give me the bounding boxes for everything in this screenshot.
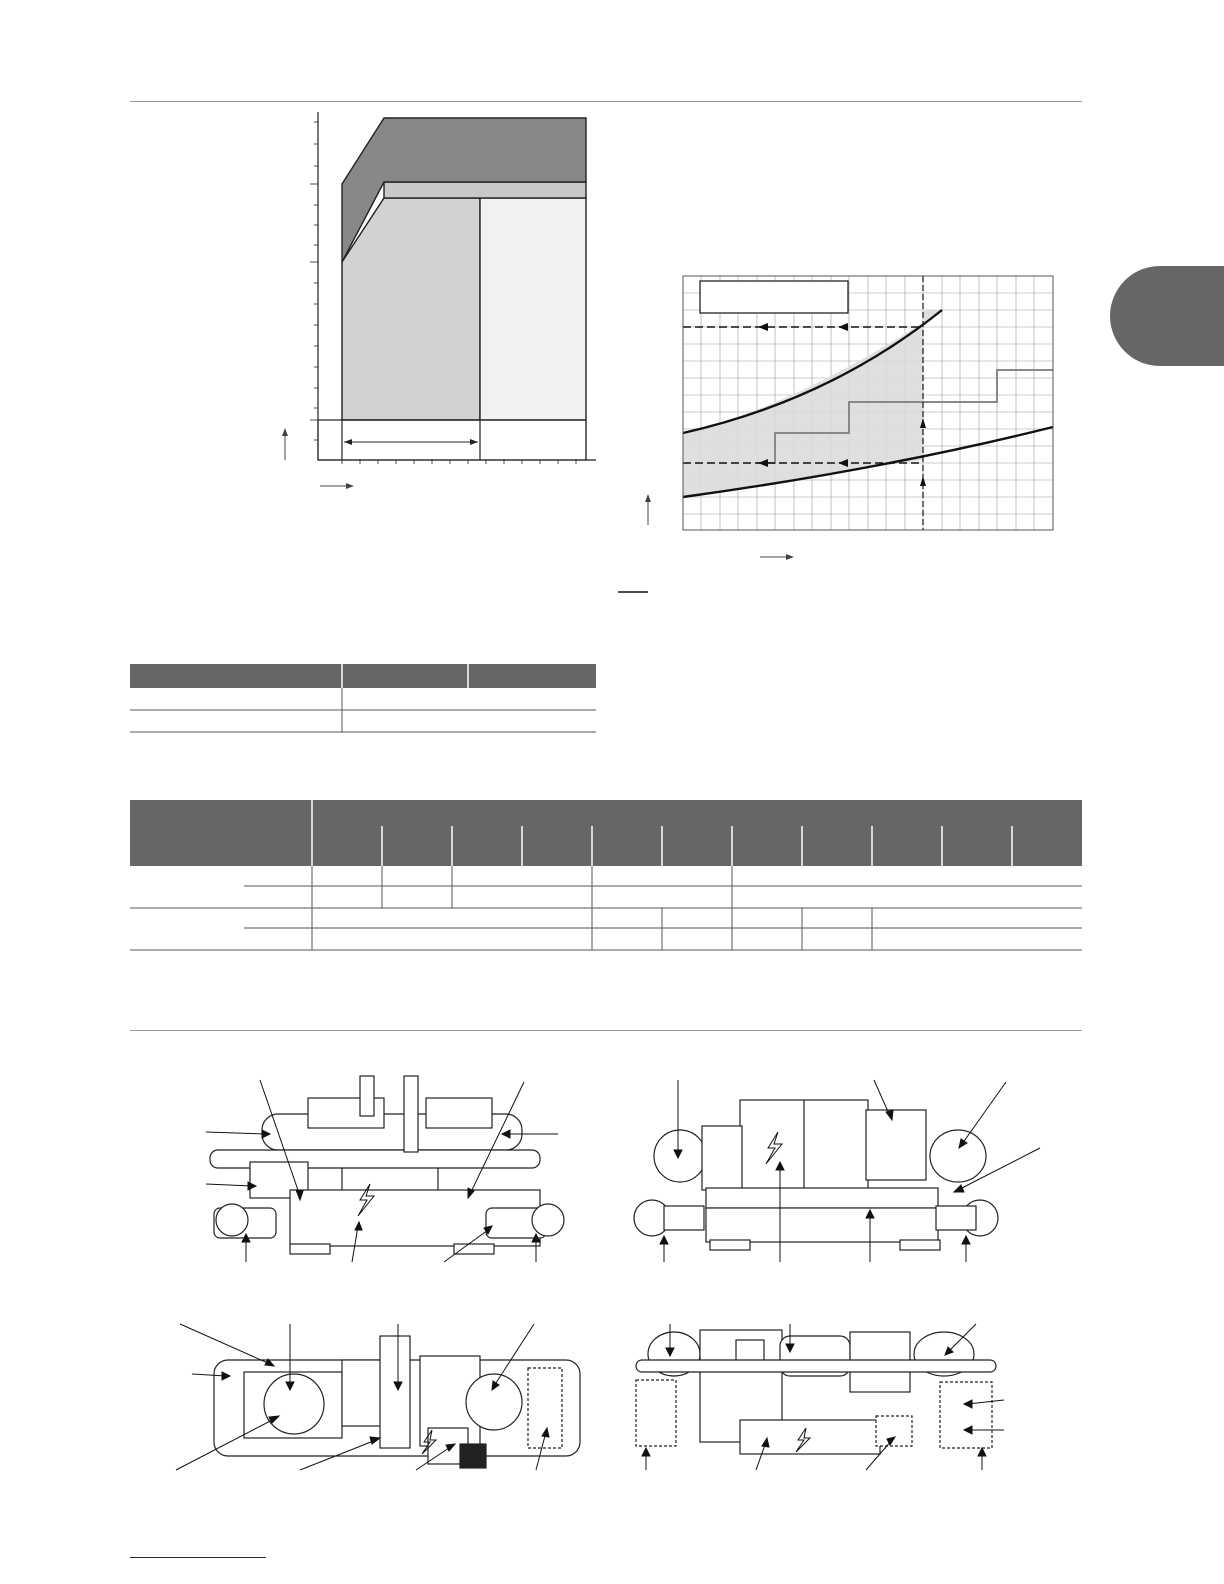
footer-link-line [130, 1557, 266, 1558]
